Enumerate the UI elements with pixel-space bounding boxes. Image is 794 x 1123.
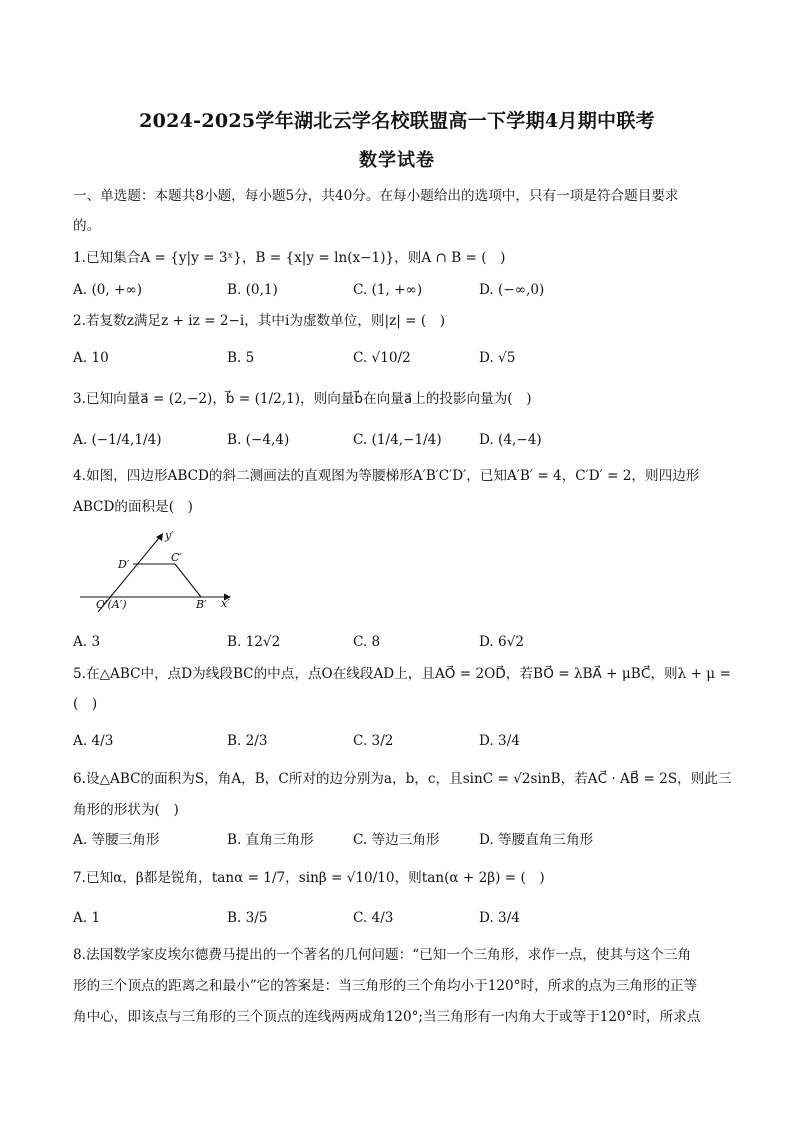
question-5-stem-line1: 5.在△ABC中，点D为线段BC的中点，点O在线段AD上，且AO⃗ = 2OD⃗，若BO⃗ = λBA⃗ + μBC⃗，则λ + μ = bbox=[73, 666, 731, 682]
question-6-options bbox=[73, 830, 723, 850]
q4-option-a: A. 3 bbox=[73, 634, 101, 650]
question-4-stem-line2: ABCD的面积是( ) bbox=[73, 499, 193, 515]
q5-option-c: C. 3/2 bbox=[353, 733, 394, 749]
question-7-options bbox=[73, 908, 723, 928]
question-5-stem-line2: ( ) bbox=[73, 696, 98, 712]
q2-option-b: B. 5 bbox=[227, 350, 255, 366]
q2-option-d: D. √5 bbox=[479, 350, 516, 366]
q2-option-a: A. 10 bbox=[73, 350, 109, 366]
q3-option-b: B. (−4,4) bbox=[227, 432, 290, 448]
label-y-axis: y′ bbox=[165, 529, 174, 542]
question-8-stem-line3: 角中心，即该点与三角形的三个顶点的连线两两成角120°;当三角形有一内角大于或等于120°时，所求点 bbox=[73, 1009, 701, 1025]
q3-option-d: D. (4,−4) bbox=[479, 432, 542, 448]
q7-option-d: D. 3/4 bbox=[479, 910, 520, 926]
q7-option-a: A. 1 bbox=[73, 910, 101, 926]
q6-option-d: D. 等腰直角三角形 bbox=[479, 832, 594, 848]
q4-option-d: D. 6√2 bbox=[479, 634, 525, 650]
label-d: D′ bbox=[118, 558, 130, 571]
page-subtitle: 数学试卷 bbox=[359, 150, 435, 171]
question-4-options bbox=[73, 632, 723, 652]
label-b: B′ bbox=[196, 598, 207, 611]
q2-option-c: C. √10/2 bbox=[353, 350, 411, 366]
question-6-stem-line1: 6.设△ABC的面积为S，角A，B，C所对的边分别为a，b，c，且sinC = √2sinB，若AC⃗ · AB⃗ = 2S，则此三 bbox=[73, 771, 732, 787]
q7-option-b: B. 3/5 bbox=[227, 910, 268, 926]
trapezoid-right-edge bbox=[175, 564, 201, 597]
q5-option-a: A. 4/3 bbox=[73, 733, 114, 749]
q5-option-d: D. 3/4 bbox=[479, 733, 520, 749]
section-heading-line1: 一、单选题：本题共8小题，每小题5分，共40分。在每小题给出的选项中，只有一项是符合题目要求 bbox=[73, 188, 679, 204]
q1-option-b: B. (0,1) bbox=[227, 282, 278, 298]
q7-option-c: C. 4/3 bbox=[353, 910, 394, 926]
page-title: 2024-2025学年湖北云学名校联盟高一下学期4月期中联考 bbox=[139, 110, 655, 132]
q4-option-b: B. 12√2 bbox=[227, 634, 281, 650]
q3-option-a: A. (−1/4,1/4) bbox=[73, 432, 162, 448]
q3-option-c: C. (1/4,−1/4) bbox=[353, 432, 442, 448]
question-8-stem-line1: 8.法国数学家皮埃尔德费马提出的一个著名的几何问题：“已知一个三角形，求作一点，使其与这个三角 bbox=[73, 947, 692, 963]
q1-option-a: A. (0, +∞) bbox=[73, 282, 143, 298]
question-8-stem-line2: 形的三个顶点的距离之和最小”它的答案是：当三角形的三个角均小于120°时，所求的点为三角形的正等 bbox=[73, 978, 698, 994]
oblique-projection-figure bbox=[78, 528, 238, 616]
section-heading-line2: 的。 bbox=[73, 218, 101, 234]
question-1-stem: 1.已知集合A = {y|y = 3ˣ}，B = {x|y = ln(x−1)}，则A ∩ B = ( ) bbox=[73, 250, 506, 266]
question-4-stem-line1: 4.如图，四边形ABCD的斜二测画法的直观图为等腰梯形A′B′C′D′，已知A′B′ = 4，C′D′ = 2，则四边形 bbox=[73, 468, 700, 484]
question-1-options bbox=[73, 280, 723, 300]
q6-option-c: C. 等边三角形 bbox=[353, 832, 440, 848]
label-c: C′ bbox=[171, 551, 182, 564]
question-3-options bbox=[73, 430, 723, 450]
question-2-options bbox=[73, 348, 723, 368]
q1-option-c: C. (1, +∞) bbox=[353, 282, 423, 298]
question-3-stem: 3.已知向量a⃗ = (2,−2)，b⃗ = (1/2,1)，则向量b⃗在向量a⃗上的投影向量为( ) bbox=[73, 391, 532, 407]
question-6-stem-line2: 角形的形状为( ) bbox=[73, 802, 179, 818]
q1-option-d: D. (−∞,0) bbox=[479, 282, 545, 298]
question-5-options bbox=[73, 731, 723, 751]
question-2-stem: 2.若复数z满足z + iz = 2−i，其中i为虚数单位，则|z| = ( ) bbox=[73, 313, 446, 329]
q6-option-b: B. 直角三角形 bbox=[227, 832, 314, 848]
label-x-axis: x′ bbox=[221, 597, 230, 610]
q5-option-b: B. 2/3 bbox=[227, 733, 268, 749]
q4-option-c: C. 8 bbox=[353, 634, 381, 650]
question-7-stem: 7.已知α，β都是锐角，tanα = 1/7，sinβ = √10/10，则tan(α + 2β) = ( ) bbox=[73, 870, 545, 886]
label-o-a: O′(A′) bbox=[96, 598, 127, 611]
q6-option-a: A. 等腰三角形 bbox=[73, 832, 160, 848]
